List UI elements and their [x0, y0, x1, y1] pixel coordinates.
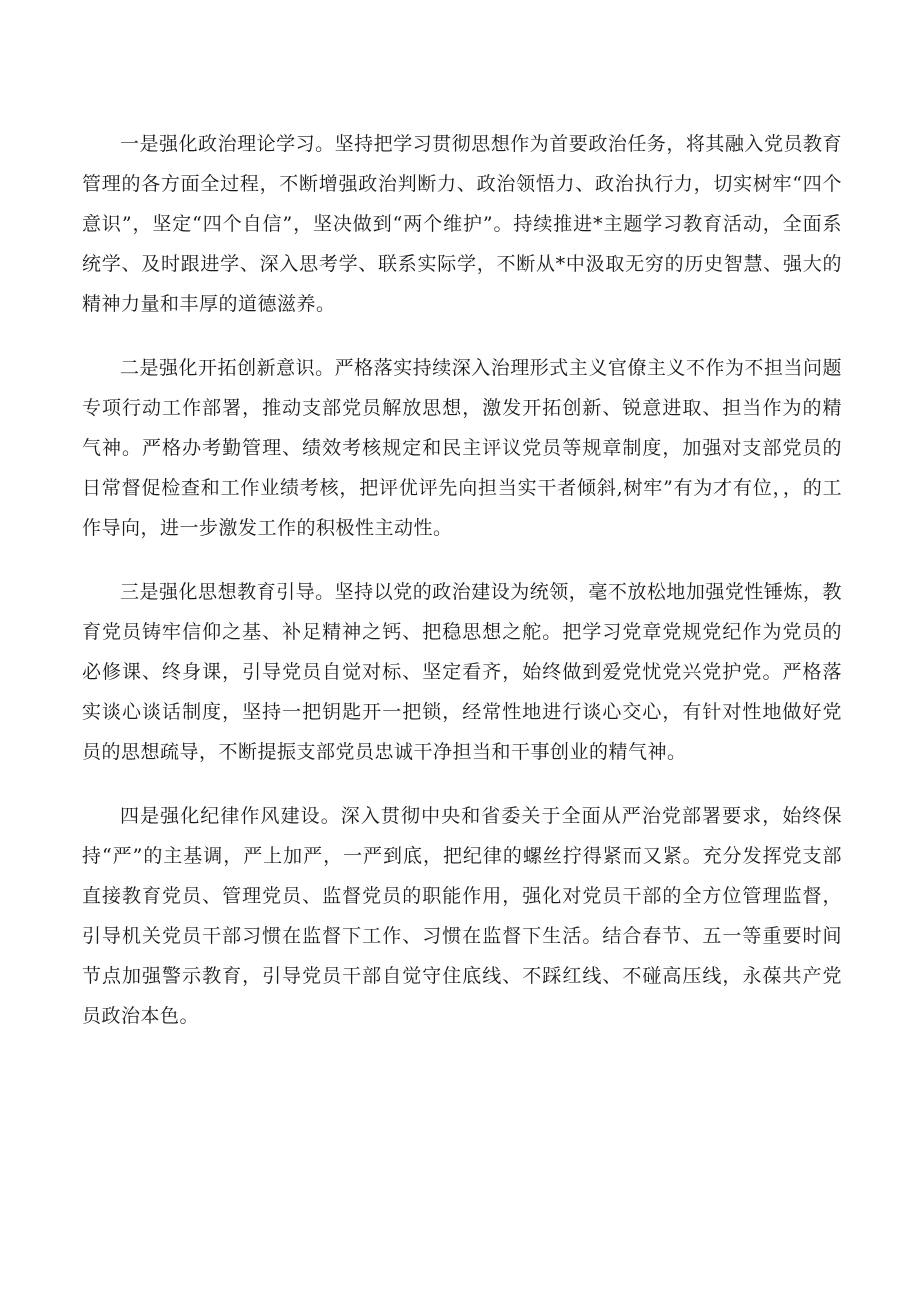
paragraph-political-theory: 一是强化政治理论学习。坚持把学习贯彻思想作为首要政治任务，将其融入党员教育管理的各方面全过程，不断增强政治判断力、政治领悟力、政治执行力，切实树牢“四个意识”，坚定“四个自信”，坚决做到“两个维护”。持续推进*主题学习教育活动，全面系统学、及时跟进学、深入思考学、联系实际学，不断从*中汲取无穷的历史智慧、强大的精神力量和丰厚的道德滋养。: [82, 133, 842, 315]
paragraph-discipline: 四是强化纪律作风建设。深入贯彻中央和省委关于全面从严治党部署要求，始终保持“严”的主基调，严上加严，一严到底，把纪律的螺丝拧得紧而又紧。充分发挥党支部直接教育党员、管理党员、监督党员的职能作用，强化对党员干部的全方位管理监督，引导机关党员干部习惯在监督下工作、习惯在监督下生活。结合春节、五一等重要时间节点加强警示教育，引导党员干部自觉守住底线、不踩红线、不碰高压线，永葆共产党员政治本色。: [82, 805, 842, 1027]
document-body: [82, 124, 842, 1060]
paragraph-ideological-education: 三是强化思想教育引导。坚持以党的政治建设为统领，毫不放松地加强党性锤炼，教育党员铸牢信仰之基、补足精神之钙、把稳思想之舵。把学习党章党规党纪作为党员的必修课、终身课，引导党员自觉对标、坚定看齐，始终做到爱党忧党兴党护党。严格落实谈心谈话制度，坚持一把钥匙开一把锁，经常性地进行谈心交心，有针对性地做好党员的思想疏导，不断提振支部党员忠诚干净担当和干事创业的精气神。: [82, 581, 842, 763]
paragraph-innovation: 二是强化开拓创新意识。严格落实持续深入治理形式主义官僚主义不作为不担当问题专项行动工作部署，推动支部党员解放思想，激发开拓创新、锐意进取、担当作为的精气神。严格办考勤管理、绩效考核规定和民主评议党员等规章制度，加强对支部党员的日常督促检查和工作业绩考核，把评优评先向担当实干者倾斜,树牢”有为才有位，，的工作导向，进一步激发工作的积极性主动性。: [82, 357, 842, 539]
